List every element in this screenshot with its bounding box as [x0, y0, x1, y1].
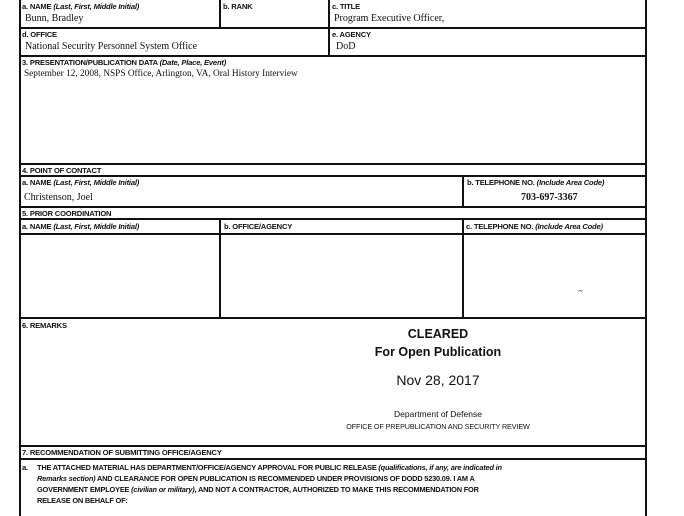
prior-coordination-label: 5. PRIOR COORDINATION: [22, 209, 112, 218]
form-right-border: [645, 0, 647, 516]
rule-section6-bottom: [19, 445, 646, 447]
recommendation-line-1: THE ATTACHED MATERIAL HAS DEPARTMENT/OFFICE/AGENCY APPROVAL FOR PUBLIC RELEASE (qualifications, if any, are indicated in: [37, 463, 502, 472]
cleared-stamp-date: Nov 28, 2017: [396, 372, 480, 388]
recommendation-line-4: RELEASE ON BEHALF OF:: [37, 496, 128, 505]
poc-phone-value: 703-697-3367: [521, 192, 578, 203]
cleared-stamp-line1: CLEARED: [407, 327, 469, 341]
rule-section4-header-bottom: [19, 175, 646, 177]
agency-label: e. AGENCY: [332, 30, 371, 39]
agency-value: DoD: [336, 41, 356, 52]
rule-section7-header-bottom: [19, 458, 646, 460]
form-left-border: [19, 0, 21, 516]
rule-prior-office-left: [219, 218, 221, 318]
rule-section4-bottom: [19, 206, 646, 208]
rule-section5-bottom: [19, 317, 646, 319]
remarks-label: 6. REMARKS: [22, 321, 67, 330]
prior-phone-label: c. TELEPHONE NO. (Include Area Code): [466, 222, 603, 231]
presentation-label: 3. PRESENTATION/PUBLICATION DATA (Date, Place, Event): [22, 58, 227, 67]
name-label: a. NAME (Last, First, Middle Initial): [22, 2, 140, 11]
poc-section-label: 4. POINT OF CONTACT: [22, 166, 102, 175]
poc-phone-label: b. TELEPHONE NO. (Include Area Code): [467, 178, 605, 187]
rule-poc-phone-left: [462, 175, 464, 207]
rule-rank-left: [219, 0, 221, 28]
cleared-stamp-office: OFFICE OF PREPUBLICATION AND SECURITY REVIEW: [346, 422, 530, 431]
rule-title-left: [328, 0, 330, 56]
rule-section5-header-bottom: [19, 218, 646, 220]
prior-name-label: a. NAME (Last, First, Middle Initial): [22, 222, 140, 231]
prior-phone-mark: ~: [578, 286, 583, 296]
rank-label: b. RANK: [223, 2, 253, 11]
recommendation-item-a-prefix: a.: [22, 463, 28, 472]
rule-prior-phone-left: [462, 218, 464, 318]
recommendation-line-2: Remarks section) AND CLEARANCE FOR OPEN PUBLICATION IS RECOMMENDED UNDER PROVISIONS OF DODD 5230.09. I AM A: [37, 474, 475, 483]
poc-name-value: Christenson, Joel: [24, 192, 93, 203]
recommendation-line-3: GOVERNMENT EMPLOYEE (civilian or military), AND NOT A CONTRACTOR, AUTHORIZED TO MAKE THIS RECOMMENDATION FOR: [37, 485, 479, 494]
rule-row2-bottom: [19, 55, 646, 57]
name-value: Bunn, Bradley: [25, 13, 84, 24]
prior-office-label: b. OFFICE/AGENCY: [224, 222, 293, 231]
poc-name-label: a. NAME (Last, First, Middle Initial): [22, 178, 140, 187]
rule-row1-bottom: [19, 27, 646, 29]
rule-section5-labels-bottom: [19, 233, 646, 235]
title-value: Program Executive Officer,: [334, 13, 445, 24]
office-label: d. OFFICE: [22, 30, 57, 39]
presentation-value: September 12, 2008, NSPS Office, Arlington, VA, Oral History Interview: [24, 69, 298, 79]
title-label: c. TITLE: [332, 2, 360, 11]
recommendation-label: 7. RECOMMENDATION OF SUBMITTING OFFICE/AGENCY: [22, 448, 222, 457]
office-value: National Security Personnel System Office: [25, 41, 198, 52]
rule-section3-bottom: [19, 163, 646, 165]
cleared-stamp-dept: Department of Defense: [394, 409, 482, 419]
cleared-stamp-line2: For Open Publication: [374, 345, 502, 359]
